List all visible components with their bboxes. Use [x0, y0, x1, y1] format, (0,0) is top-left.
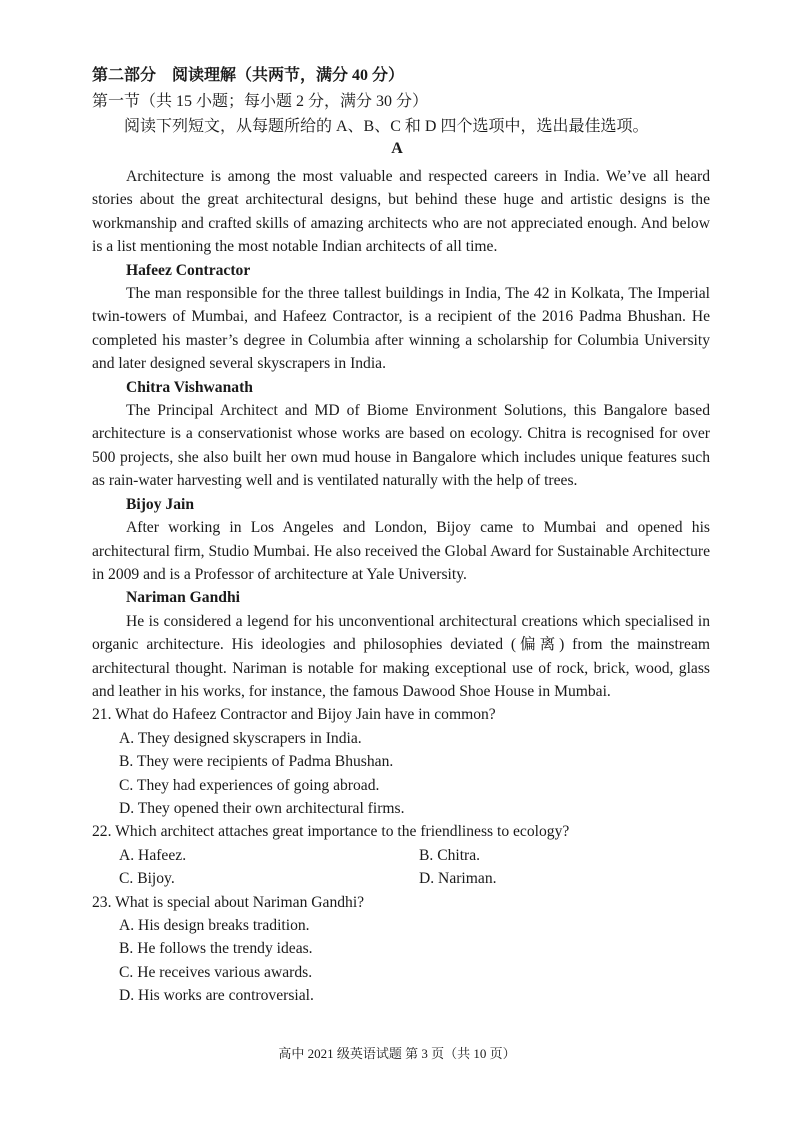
- architect-description: After working in Los Angeles and London, Bijoy came to Mumbai and opened his architectural firm, Studio Mumbai. He also received the Global Award for Sustainable Architecture in 2009 and is a Professor of architecture at Yale University.: [92, 519, 710, 583]
- architect-name: Hafeez Contractor: [126, 261, 251, 279]
- instruction-text: 阅读下列短文，从每题所给的 A、B、C 和 D 四个选项中，选出最佳选项。: [124, 118, 649, 135]
- answer-option: C. Bijoy.: [119, 870, 175, 888]
- passage-body: [92, 165, 710, 1008]
- answer-option: D. His works are controversial.: [119, 987, 314, 1005]
- option-row: [92, 867, 710, 890]
- answer-option: A. Hafeez.: [119, 846, 187, 864]
- answer-option: A. His design breaks tradition.: [119, 917, 310, 934]
- answer-option: B. Chitra.: [419, 846, 481, 864]
- question-stem: 23. What is special about Nariman Gandhi?: [92, 893, 365, 911]
- answer-option: C. He receives various awards.: [119, 963, 313, 981]
- architect-description: The Principal Architect and MD of Biome Environment Solutions, this Bangalore based architecture is a conservationist whose works are based on ecology. Chitra is recognised for over 500 projects, she also built her own mud house in Bangalore which includes unique features such as rain-water harvesting well and is ventilated naturally with the help of trees.: [92, 402, 710, 490]
- page-footer: 高中 2021 级英语试题 第 3 页（共 10 页）: [278, 1046, 516, 1061]
- architect-description: He is considered a legend for his unconventional architectural creations which specialised in organic architecture. His ideologies and philosophies deviated (偏离) from the mainstream architectural thought. Nariman is notable for making exceptional use of rock, brick, wood, glass and leather in his works, for instance, the famous Dawood Shoe House in Mumbai.: [92, 612, 710, 700]
- passage-intro: Architecture is among the most valuable and respected careers in India. We’ve all heard stories about the great architectural designs, but behind these huge and artistic designs is the workmanship and crafted skills of amazing architects who are not appreciated enough. And below is a list mentioning the most notable Indian architects of all time.: [92, 168, 710, 256]
- answer-option: B. He follows the trendy ideas.: [119, 940, 313, 958]
- architect-name: Chitra Vishwanath: [126, 378, 253, 396]
- answer-option: C. They had experiences of going abroad.: [119, 776, 380, 794]
- passage-label: A: [391, 140, 403, 157]
- answer-option: B. They were recipients of Padma Bhushan.: [119, 753, 394, 771]
- answer-option: D. Nariman.: [419, 870, 497, 888]
- architect-description: The man responsible for the three tallest buildings in India, The 42 in Kolkata, The Imperial twin-towers of Mumbai, and Hafeez Contractor, is a recipient of the 2016 Padma Bhushan. He completed his master’s degree in Columbia after winning a scholarship for Columbia University and later designed several skyscrapers in India.: [92, 285, 710, 373]
- architect-name: Bijoy Jain: [126, 495, 195, 513]
- question-stem: 22. Which architect attaches great importance to the friendliness to ecology?: [92, 823, 570, 841]
- answer-option: D. They opened their own architectural firms.: [119, 799, 405, 817]
- answer-option: A. They designed skyscrapers in India.: [119, 729, 362, 747]
- part-heading: 第二部分 阅读理解（共两节，满分 40 分）: [92, 67, 405, 84]
- question-stem: 21. What do Hafeez Contractor and Bijoy Jain have in common?: [92, 706, 496, 724]
- architect-name: Nariman Gandhi: [126, 589, 240, 607]
- option-row: [92, 844, 710, 867]
- section-heading: 第一节（共 15 小题；每小题 2 分，满分 30 分）: [92, 93, 429, 110]
